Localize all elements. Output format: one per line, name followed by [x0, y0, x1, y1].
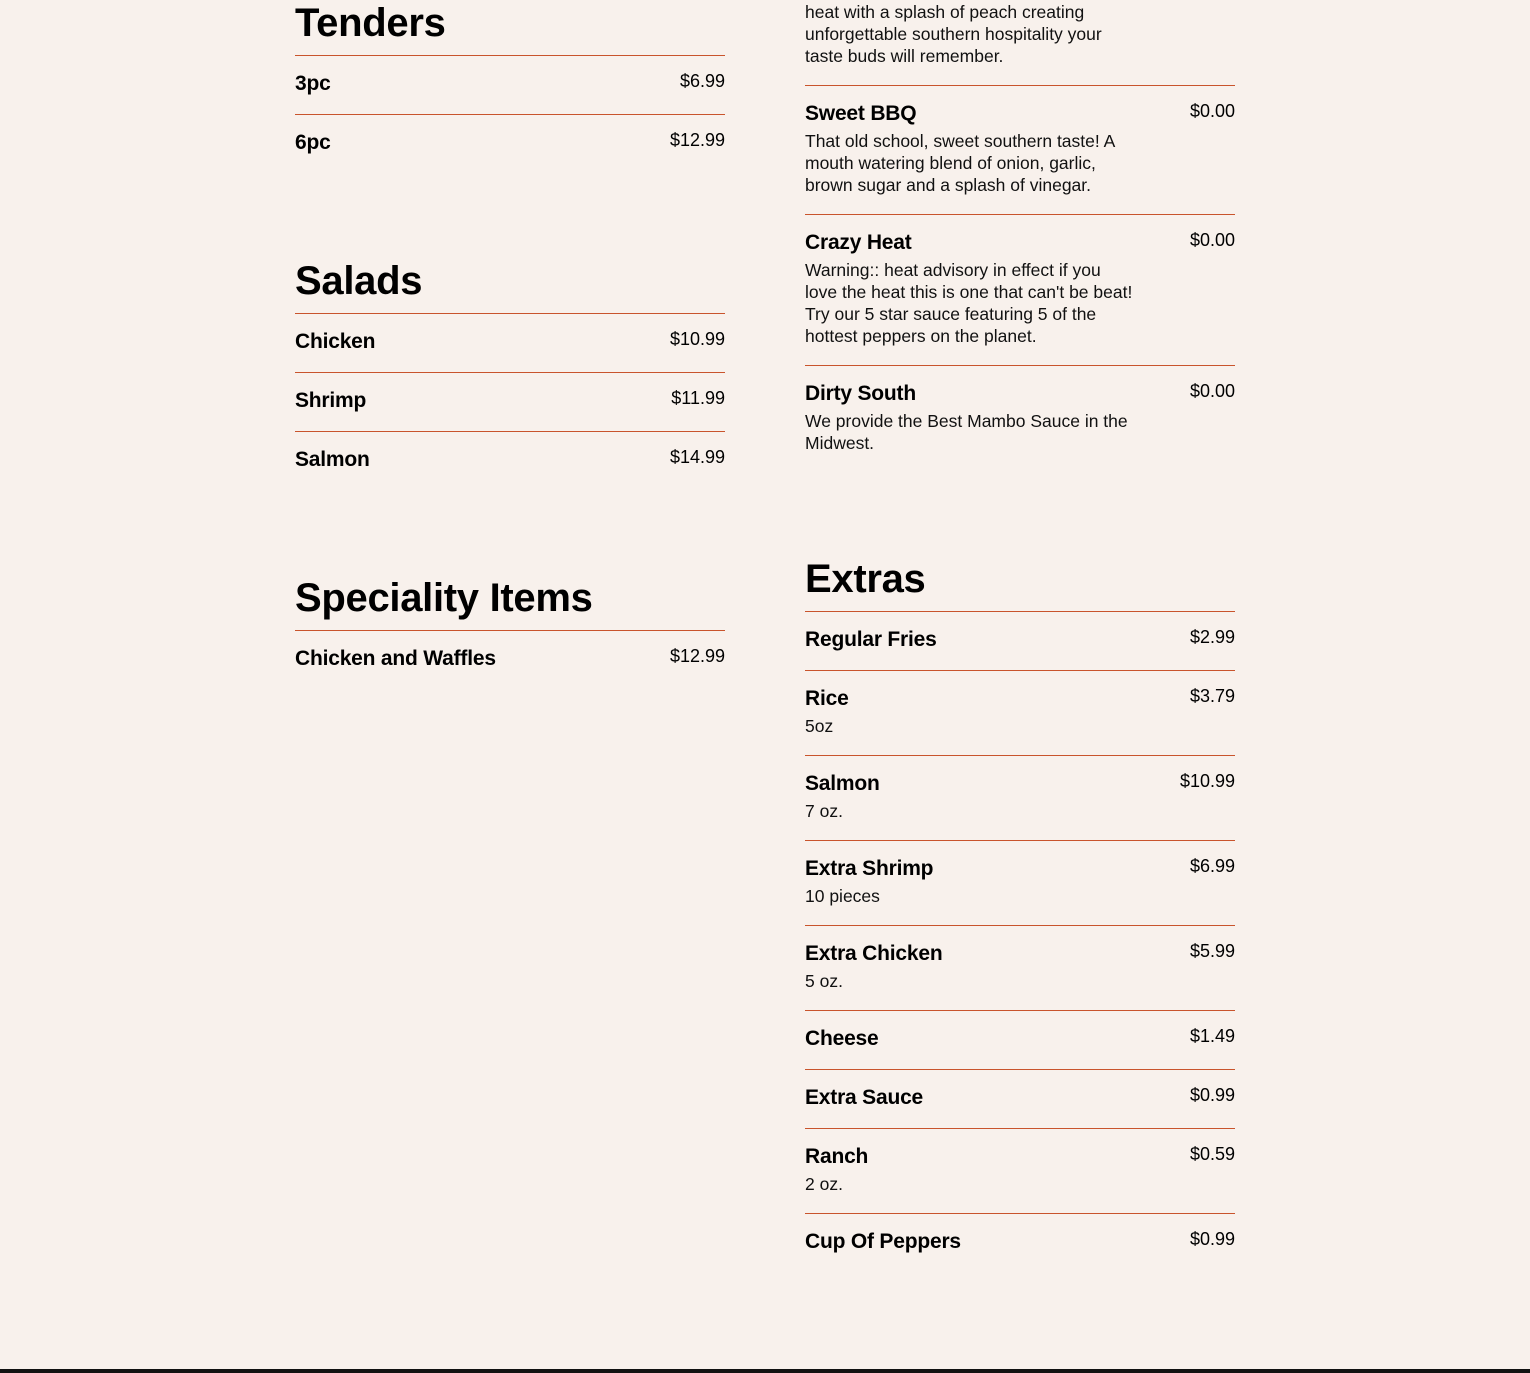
item-price: $3.79 — [1189, 686, 1235, 706]
item-price: $11.99 — [671, 388, 725, 408]
item-name: Extra Sauce — [805, 1086, 924, 1109]
item-name: Cup Of Peppers — [805, 1230, 961, 1253]
menu-item[interactable] — [805, 215, 1235, 366]
item-price: $0.59 — [1189, 1144, 1235, 1164]
menu-item[interactable] — [805, 1011, 1235, 1070]
menu-item[interactable] — [805, 1214, 1235, 1273]
item-price: $12.99 — [669, 646, 725, 666]
menu-item[interactable] — [295, 373, 725, 432]
menu-item[interactable] — [805, 671, 1235, 756]
item-name: Salmon — [295, 448, 370, 471]
menu-item[interactable] — [805, 86, 1235, 215]
menu-item[interactable] — [805, 366, 1235, 466]
item-description: heat with a splash of peach creating unforgettable southern hospitality your taste buds will remember. — [805, 2, 1102, 66]
item-name: Shrimp — [295, 389, 367, 412]
item-description: 10 pieces — [805, 886, 880, 906]
item-name: Salmon — [805, 772, 880, 795]
menu-item[interactable] — [805, 756, 1235, 841]
item-price: $0.00 — [1189, 381, 1235, 401]
section-salads — [295, 258, 725, 491]
item-description: 5oz — [805, 716, 834, 736]
item-price: $0.00 — [1189, 101, 1235, 121]
item-description: 7 oz. — [805, 801, 843, 821]
item-name: Dirty South — [805, 382, 916, 405]
item-price: $10.99 — [1179, 771, 1235, 791]
section-speciality-items — [295, 575, 725, 690]
menu-item[interactable] — [805, 926, 1235, 1011]
menu-item[interactable] — [295, 631, 725, 690]
item-price: $5.99 — [1189, 941, 1235, 961]
section-title-salads: Salads — [295, 258, 725, 314]
menu-item[interactable] — [295, 432, 725, 491]
item-price: $0.99 — [1189, 1085, 1235, 1105]
item-name: 3pc — [295, 72, 331, 95]
menu-item[interactable] — [805, 612, 1235, 671]
section-title-extras: Extras — [805, 556, 1235, 612]
item-name: Extra Chicken — [805, 942, 943, 965]
item-price: $1.49 — [1189, 1026, 1235, 1046]
item-price: $6.99 — [1189, 856, 1235, 876]
item-name: Rice — [805, 687, 849, 710]
item-name: Extra Shrimp — [805, 857, 934, 880]
item-price: $10.99 — [669, 329, 725, 349]
item-name: Cheese — [805, 1027, 879, 1050]
menu-item[interactable] — [295, 115, 725, 174]
item-description: We provide the Best Mambo Sauce in the Midwest. — [805, 411, 1128, 453]
item-name: Chicken and Waffles — [295, 647, 496, 670]
item-price: $0.00 — [1189, 230, 1235, 250]
item-name: Crazy Heat — [805, 231, 912, 254]
item-price: $0.99 — [1189, 1229, 1235, 1249]
item-price: $6.99 — [679, 71, 725, 91]
item-name: 6pc — [295, 131, 331, 154]
menu-item[interactable] — [805, 1129, 1235, 1214]
item-price: $12.99 — [669, 130, 725, 150]
section-extras — [805, 556, 1235, 1273]
section-title-speciality-items: Speciality Items — [295, 575, 725, 631]
item-name: Sweet BBQ — [805, 102, 917, 125]
item-description: 5 oz. — [805, 971, 843, 991]
item-description: Warning:: heat advisory in effect if you love the heat this is one that can't be beat! Try our 5 star sauce featuring 5 of the hottest peppers on the planet. — [805, 260, 1133, 346]
menu-item[interactable] — [295, 56, 725, 115]
menu-item[interactable] — [805, 841, 1235, 926]
section-tenders — [295, 0, 725, 174]
menu-item[interactable] — [295, 314, 725, 373]
menu-item[interactable] — [805, 1070, 1235, 1129]
item-name: Chicken — [295, 330, 376, 353]
item-price: $14.99 — [669, 447, 725, 467]
item-description: That old school, sweet southern taste! A mouth watering blend of onion, garlic, brown sugar and a splash of vinegar. — [805, 131, 1115, 195]
footer-bar — [0, 1369, 1530, 1373]
item-name: Regular Fries — [805, 628, 937, 651]
item-price: $2.99 — [1189, 627, 1235, 647]
section-title-tenders: Tenders — [295, 0, 725, 56]
item-name: Ranch — [805, 1145, 869, 1168]
item-description: 2 oz. — [805, 1174, 843, 1194]
